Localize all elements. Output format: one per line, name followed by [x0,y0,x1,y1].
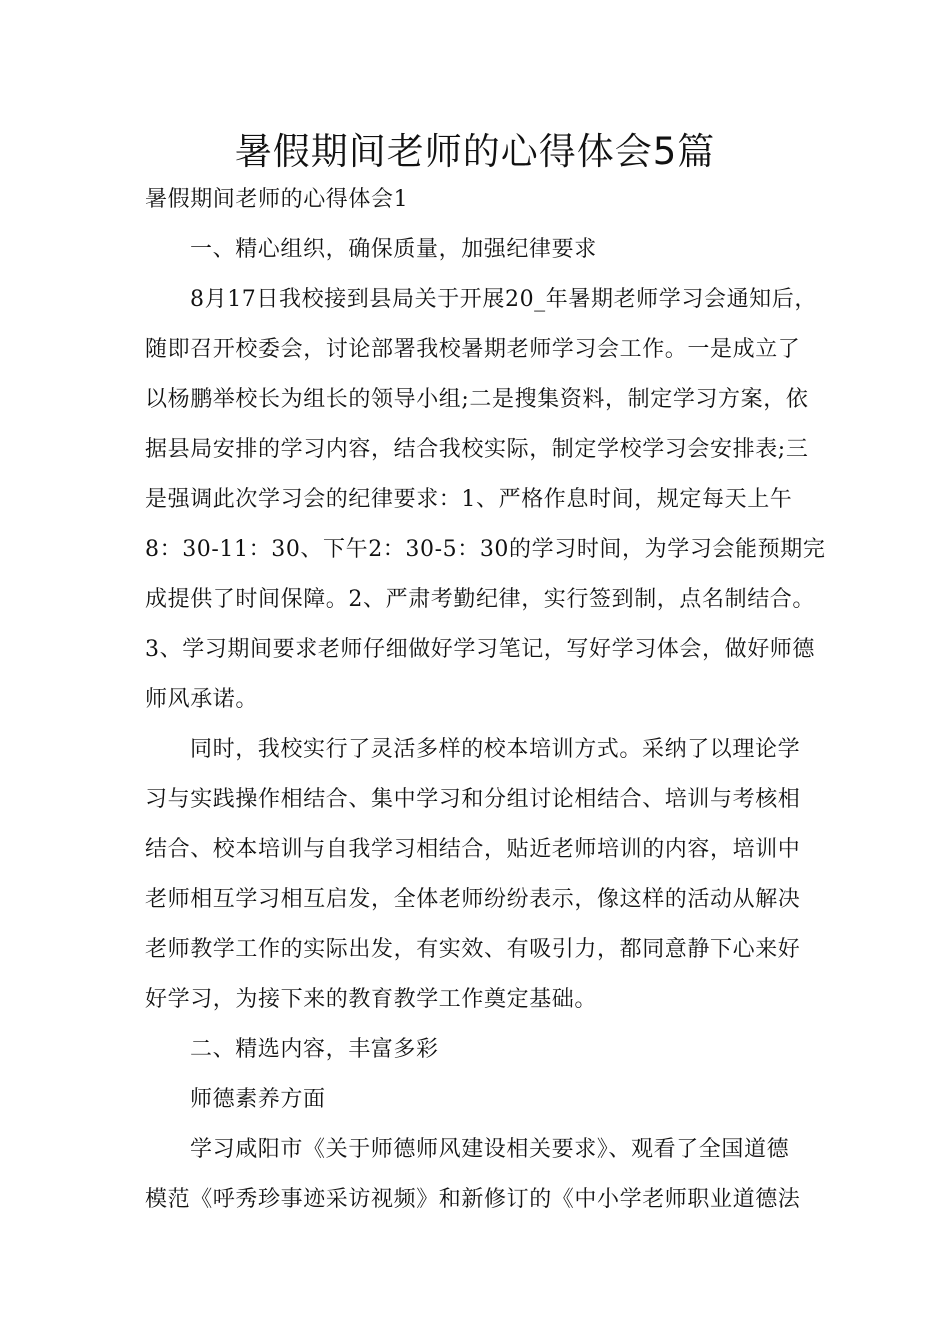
paragraph-line: 好学习，为接下来的教育教学工作奠定基础。 [145,987,598,1012]
paragraph-line: 随即召开校委会，讨论部署我校暑期老师学习会工作。一是成立了 [145,337,801,362]
paragraph-line: 学习咸阳市《关于师德师风建设相关要求》、观看了全国道德 [190,1137,790,1162]
document-title: 暑假期间老师的心得体会5篇 [234,130,716,173]
paragraph-line: 老师教学工作的实际出发，有实效、有吸引力，都同意静下心来好 [145,937,801,962]
paragraph-line: 模范《呼秀珍事迹采访视频》和新修订的《中小学老师职业道德法 [145,1187,801,1212]
section-subtitle: 暑假期间老师的心得体会1 [145,187,409,212]
paragraph-line: 习与实践操作相结合、集中学习和分组讨论相结合、培训与考核相 [145,787,801,812]
subsection-heading: 师德素养方面 [190,1087,326,1112]
paragraph-line: 同时，我校实行了灵活多样的校本培训方式。采纳了以理论学 [190,737,801,762]
paragraph-line: 8月17日我校接到县局关于开展20_年暑期老师学习会通知后， [190,287,817,312]
paragraph-line: 据县局安排的学习内容，结合我校实际，制定学校学习会安排表;三 [145,437,809,462]
paragraph-line: 3、学习期间要求老师仔细做好学习笔记，写好学习体会，做好师德 [145,637,815,662]
paragraph-line: 老师相互学习相互启发，全体老师纷纷表示，像这样的活动从解决 [145,887,801,912]
section-heading-1: 一、精心组织，确保质量，加强纪律要求 [190,237,597,262]
paragraph-line: 师风承诺。 [145,687,259,712]
section-heading-2: 二、精选内容，丰富多彩 [190,1037,439,1062]
paragraph-line: 成提供了时间保障。2、严肃考勤纪律，实行签到制，点名制结合。 [145,587,815,612]
paragraph-line: 以杨鹏举校长为组长的领导小组;二是搜集资料，制定学习方案，依 [145,387,809,412]
paragraph-line: 结合、校本培训与自我学习相结合，贴近老师培训的内容，培训中 [145,837,801,862]
paragraph-line: 8：30-11：30、下午2：30-5：30的学习时间，为学习会能预期完 [145,537,826,562]
paragraph-line: 是强调此次学习会的纪律要求：1、严格作息时间，规定每天上午 [145,487,793,512]
